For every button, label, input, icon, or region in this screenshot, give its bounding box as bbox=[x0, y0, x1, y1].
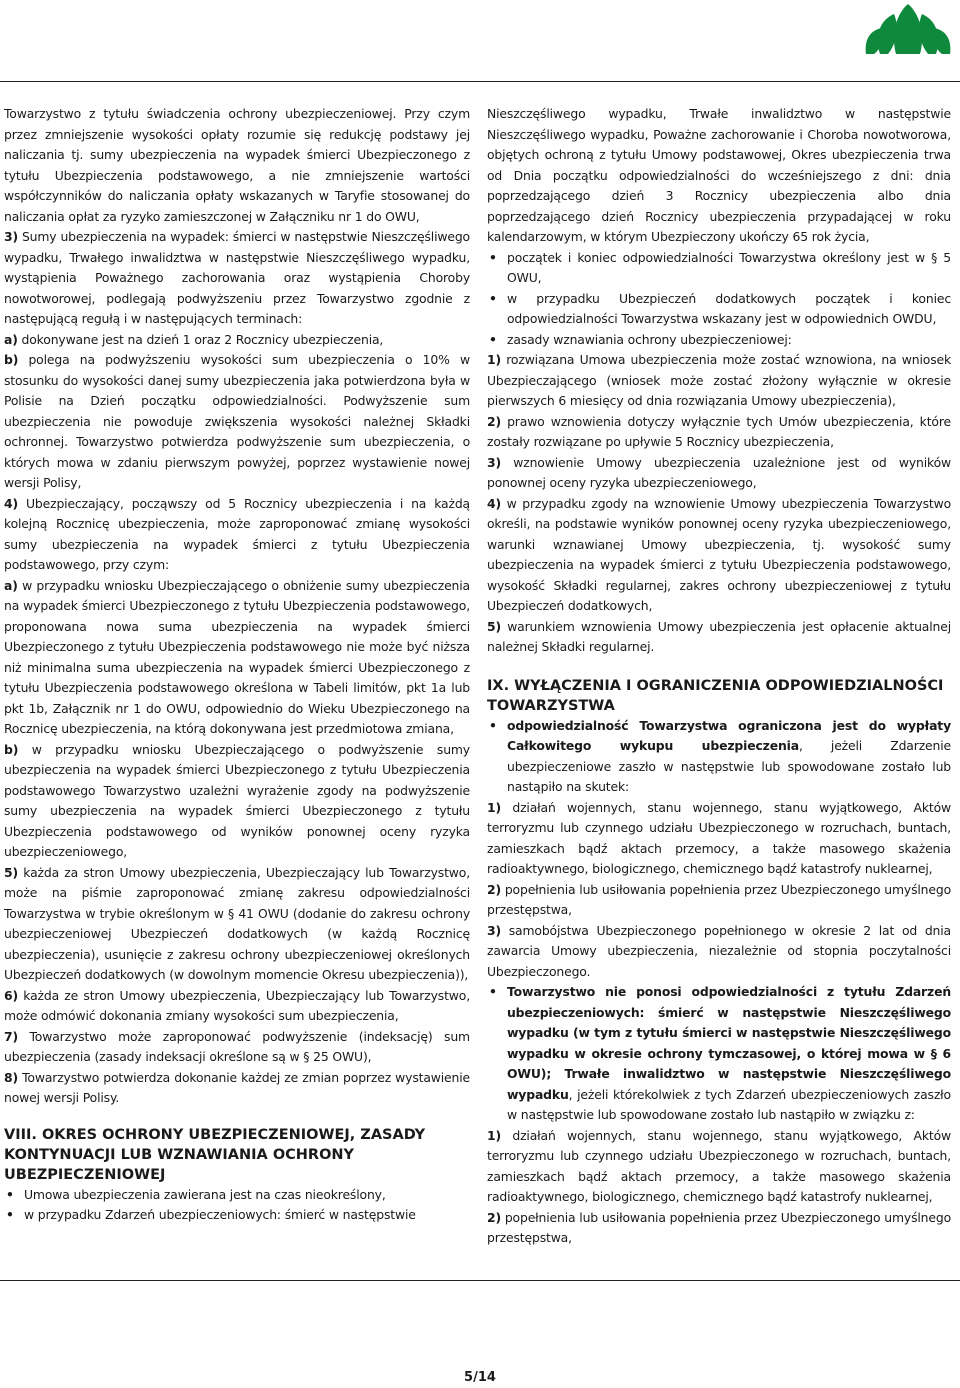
page-number: 5/14 bbox=[464, 1370, 496, 1385]
right-column bbox=[487, 104, 951, 1249]
bullet-item: • początek i koniec odpowiedzialności Towarzystwa określony jest w § 5 OWU, bbox=[487, 248, 951, 289]
list-item: 4) w przypadku zgody na wznowienie Umowy ubezpieczenia Towarzystwo określi, na podstawie wyników ponownej oceny ryzyka ubezpieczeniowego, warunki wznawianej Umowy ubezpieczenia, tj. wysokość sumy ubezpieczenia na wypadek śmierci z tytułu Ubezpieczenia podstawowego, wysokość Składki regularnej, zakres ochrony ubezpieczeniowej z tytułu Ubezpieczeń dodatkowych, bbox=[487, 495, 951, 613]
bullet-item: • Umowa ubezpieczenia zawierana jest na czas nieokreślony, bbox=[4, 1185, 470, 1206]
bullet-item: • Towarzystwo nie ponosi odpowiedzialności z tytułu Zdarzeń ubezpieczeniowych: śmierć w następstwie Nieszczęśliwego wypadku (w tym z tytułu śmierci w następstwie Nieszczęśliwego wypadku w okresie ochrony tymczasowej, o której mowa w § 6 OWU); Trwałe inwalidztwo w następstwie Nieszczęśliwego wypadku, jeżeli którekolwiek z tych Zdarzeń ubezpieczeniowych zaszło w następstwie lub spowodowane zostało lub nastąpiło w związku z: bbox=[487, 982, 951, 1126]
list-item: 2) prawo wznowienia dotyczy wyłącznie tych Umów ubezpieczenia, które zostały rozwiązane po upływie 5 Rocznicy ubezpieczenia, bbox=[487, 413, 951, 449]
list-item: 2) popełnienia lub usiłowania popełnienia przez Ubezpieczonego umyślnego przestępstwa, bbox=[487, 881, 951, 917]
continued-paragraph: Nieszczęśliwego wypadku, Trwałe inwalidztwo w następstwie Nieszczęśliwego wypadku, Poważne zachorowanie i Choroba nowotworowa, objętych ochroną z tytułu Umowy podstawowej, Okres ubezpieczenia trwa od Dnia początku odpowiedzialności do wcześniejszego z dni: dnia poprzedzającego dzień 3 Rocznicy ubezpieczenia albo dnia poprzedzającego dzień Rocznicy ubezpieczenia przypadającej w roku kalendarzowym, w którym Ubezpieczony ukończy 65 rok życia, bbox=[487, 106, 951, 244]
list-item: 8) Towarzystwo potwierdza dokonanie każdej ze zmian poprzez wystawienie nowej wersji Polisy. bbox=[4, 1069, 470, 1105]
section-heading-ix: IX. WYŁĄCZENIA I OGRANICZENIA ODPOWIEDZIALNOŚCI TOWARZYSTWA bbox=[487, 677, 944, 714]
bullet-item: • zasady wznawiania ochrony ubezpieczeniowej: bbox=[487, 330, 951, 351]
list-item: b) polega na podwyższeniu wysokości sum ubezpieczenia o 10% w stosunku do wysokości danej sumy ubezpieczenia jaka potwierdzona była w Polisie na Dzień początku odpowiedzialności. Podwyższenie sum ubezpieczenia nie powoduje zwiększenia wysokości należnej Składki ochronnej. Towarzystwo potwierdza podwyższenie sum ubezpieczenia, o których mowa w zdaniu pierwszym powyżej, poprzez wystawienie nowej wersji Polisy, bbox=[4, 352, 470, 490]
list-item: 5) każda za stron Umowy ubezpieczenia, Ubezpieczający lub Towarzystwo, może na piśmie zaproponować zmianę zakresu odpowiedzialności Towarzystwa w trybie określonym w § 41 OWU (dodanie do zakresu ochrony ubezpieczeniowej Ubezpieczeń dodatkowych (w każdą Rocznicę ubezpieczenia), usunięcie z zakresu ochrony ubezpieczeniowej określonych Ubezpieczeń dodatkowych (w dowolnym momencie Okresu ubezpieczenia)), bbox=[4, 864, 470, 982]
intro-paragraph: Towarzystwo z tytułu świadczenia ochrony ubezpieczeniowej. Przy czym przez zmniejszenie wysokości opłaty rozumie się redukcję podstawy jej naliczania tj. sumy ubezpieczenia na wypadek śmierci Ubezpieczonego z tytułu Ubezpieczenia podstawowego, a nie zmniejszenie wartości współczynników do naliczania opłaty wskazanych w Taryfie stosowanej do naliczania opłat za ryzyko zamieszczonej w Załączniku nr 1 do OWU, bbox=[4, 106, 470, 224]
list-item: 3) samobójstwa Ubezpieczonego popełnionego w okresie 2 lat od dnia zawarcia Umowy ubezpieczenia, niezależnie od stopnia poczytalności Ubezpieczonego. bbox=[487, 922, 951, 979]
list-item: 4) Ubezpieczający, począwszy od 5 Rocznicy ubezpieczenia i na każdą kolejną Rocznicę ubezpieczenia, może zaproponować zmianę wysokości sumy ubezpieczenia na wypadek śmierci z tytułu Ubezpieczenia podstawowego, przy czym: bbox=[4, 495, 471, 572]
list-item: 1) działań wojennych, stanu wojennego, stanu wyjątkowego, Aktów terroryzmu lub czynnego udziału Ubezpieczonego w rozruchach, buntach, zamieszkach bądź aktach przemocy, a także masowego skażenia radioaktywnego, biologicznego, chemicznego bądź katastrofy nuklearnej, bbox=[487, 799, 952, 876]
left-column bbox=[4, 104, 470, 1226]
list-item: a) dokonywane jest na dzień 1 oraz 2 Rocznicy ubezpieczenia, bbox=[4, 331, 384, 347]
list-item: 1) działań wojennych, stanu wojennego, stanu wyjątkowego, Aktów terroryzmu lub czynnego udziału Ubezpieczonego w rozruchach, buntach, zamieszkach bądź aktach przemocy, a także masowego skażenia radioaktywnego, biologicznego, chemicznego bądź katastrofy nuklearnej, bbox=[487, 1127, 952, 1204]
bullet-item: • w przypadku Zdarzeń ubezpieczeniowych: śmierć w następstwie bbox=[4, 1205, 470, 1226]
list-item: 6) każda ze stron Umowy ubezpieczenia, Ubezpieczający lub Towarzystwo, może odmówić dokonania zmiany wysokości sum ubezpieczenia, bbox=[4, 987, 470, 1023]
list-item: 2) popełnienia lub usiłowania popełnienia przez Ubezpieczonego umyślnego przestępstwa, bbox=[487, 1209, 951, 1245]
list-item: 5) warunkiem wznowienia Umowy ubezpieczenia jest opłacenie aktualnej należnej Składki regularnej. bbox=[487, 618, 951, 654]
list-item: a) w przypadku wniosku Ubezpieczającego o obniżenie sumy ubezpieczenia na wypadek śmierci Ubezpieczonego z tytułu Ubezpieczenia podstawowego, proponowana nowa suma ubezpieczenia na wypadek śmierci Ubezpieczonego z tytułu Ubezpieczenia podstawowego nie może być niższa niż minimalna suma ubezpieczenia na wypadek śmierci Ubezpieczonego z tytułu Ubezpieczenia podstawowego określona w Tabeli limitów, pkt 1a lub pkt 1b, Załącznik nr 1 do OWU, odpowiednio do Wieku Ubezpieczonego na Rocznicę ubezpieczenia, na którą dokonywana jest przedmiotowa zmiana, bbox=[4, 577, 470, 736]
list-item: 1) rozwiązana Umowa ubezpieczenia może zostać wznowiona, na wniosek Ubezpieczającego (wniosek może zostać złożony wyłącznie w okresie pierwszych 6 miesięcy od dnia rozwiązania Umowy ubezpieczenia), bbox=[487, 352, 951, 408]
top-rule bbox=[0, 81, 960, 82]
list-item: 3) Sumy ubezpieczenia na wypadek: śmierci w następstwie Nieszczęśliwego wypadku, Trwałego inwalidztwa w następstwie Nieszczęśliwego wypadku, wystąpienia Poważnego zachorowania oraz wystąpienia Choroby nowotworowej, podlegają podwyższeniu przez Towarzystwo zgodnie z następującą regułą i w następujących terminach: bbox=[4, 229, 470, 326]
list-item: 3) wznowienie Umowy ubezpieczenia uzależnione jest od wyników ponownej oceny ryzyka ubezpieczeniowego, bbox=[487, 454, 951, 490]
bullet-item: • odpowiedzialność Towarzystwa ograniczona jest do wypłaty Całkowitego wykupu ubezpieczenia, jeżeli Zdarzenie ubezpieczeniowe zaszło w następstwie lub spowodowane zostało lub nastąpiło na skutek: bbox=[487, 716, 951, 798]
list-item: 7) Towarzystwo może zaproponować podwyższenie (indeksację) sum ubezpieczenia (zasady indeksacji określone są w § 25 OWU), bbox=[4, 1028, 470, 1064]
bullet-item: • w przypadku Ubezpieczeń dodatkowych początek i koniec odpowiedzialności Towarzystwa wskazany jest w odpowiednich OWDU, bbox=[487, 289, 951, 330]
section-heading-viii: VIII. OKRES OCHRONY UBEZPIECZENIOWEJ, ZASADY KONTYNUACJI LUB WZNAWIANIA OCHRONY UBEZPIECZENIOWEJ bbox=[4, 1126, 426, 1183]
fan-leaf-logo-icon bbox=[862, 2, 954, 56]
bottom-rule bbox=[0, 1280, 960, 1281]
list-item: b) w przypadku wniosku Ubezpieczającego o podwyższenie sumy ubezpieczenia na wypadek śmierci Ubezpieczonego z tytułu Ubezpieczenia podstawowego Towarzystwo uzależni wyrażenie zgody na podwyższenie sumy ubezpieczenia na wypadek śmierci Ubezpieczonego z tytułu Ubezpieczenia podstawowego od wyników ponownej oceny ryzyka ubezpieczeniowego, bbox=[4, 741, 470, 859]
